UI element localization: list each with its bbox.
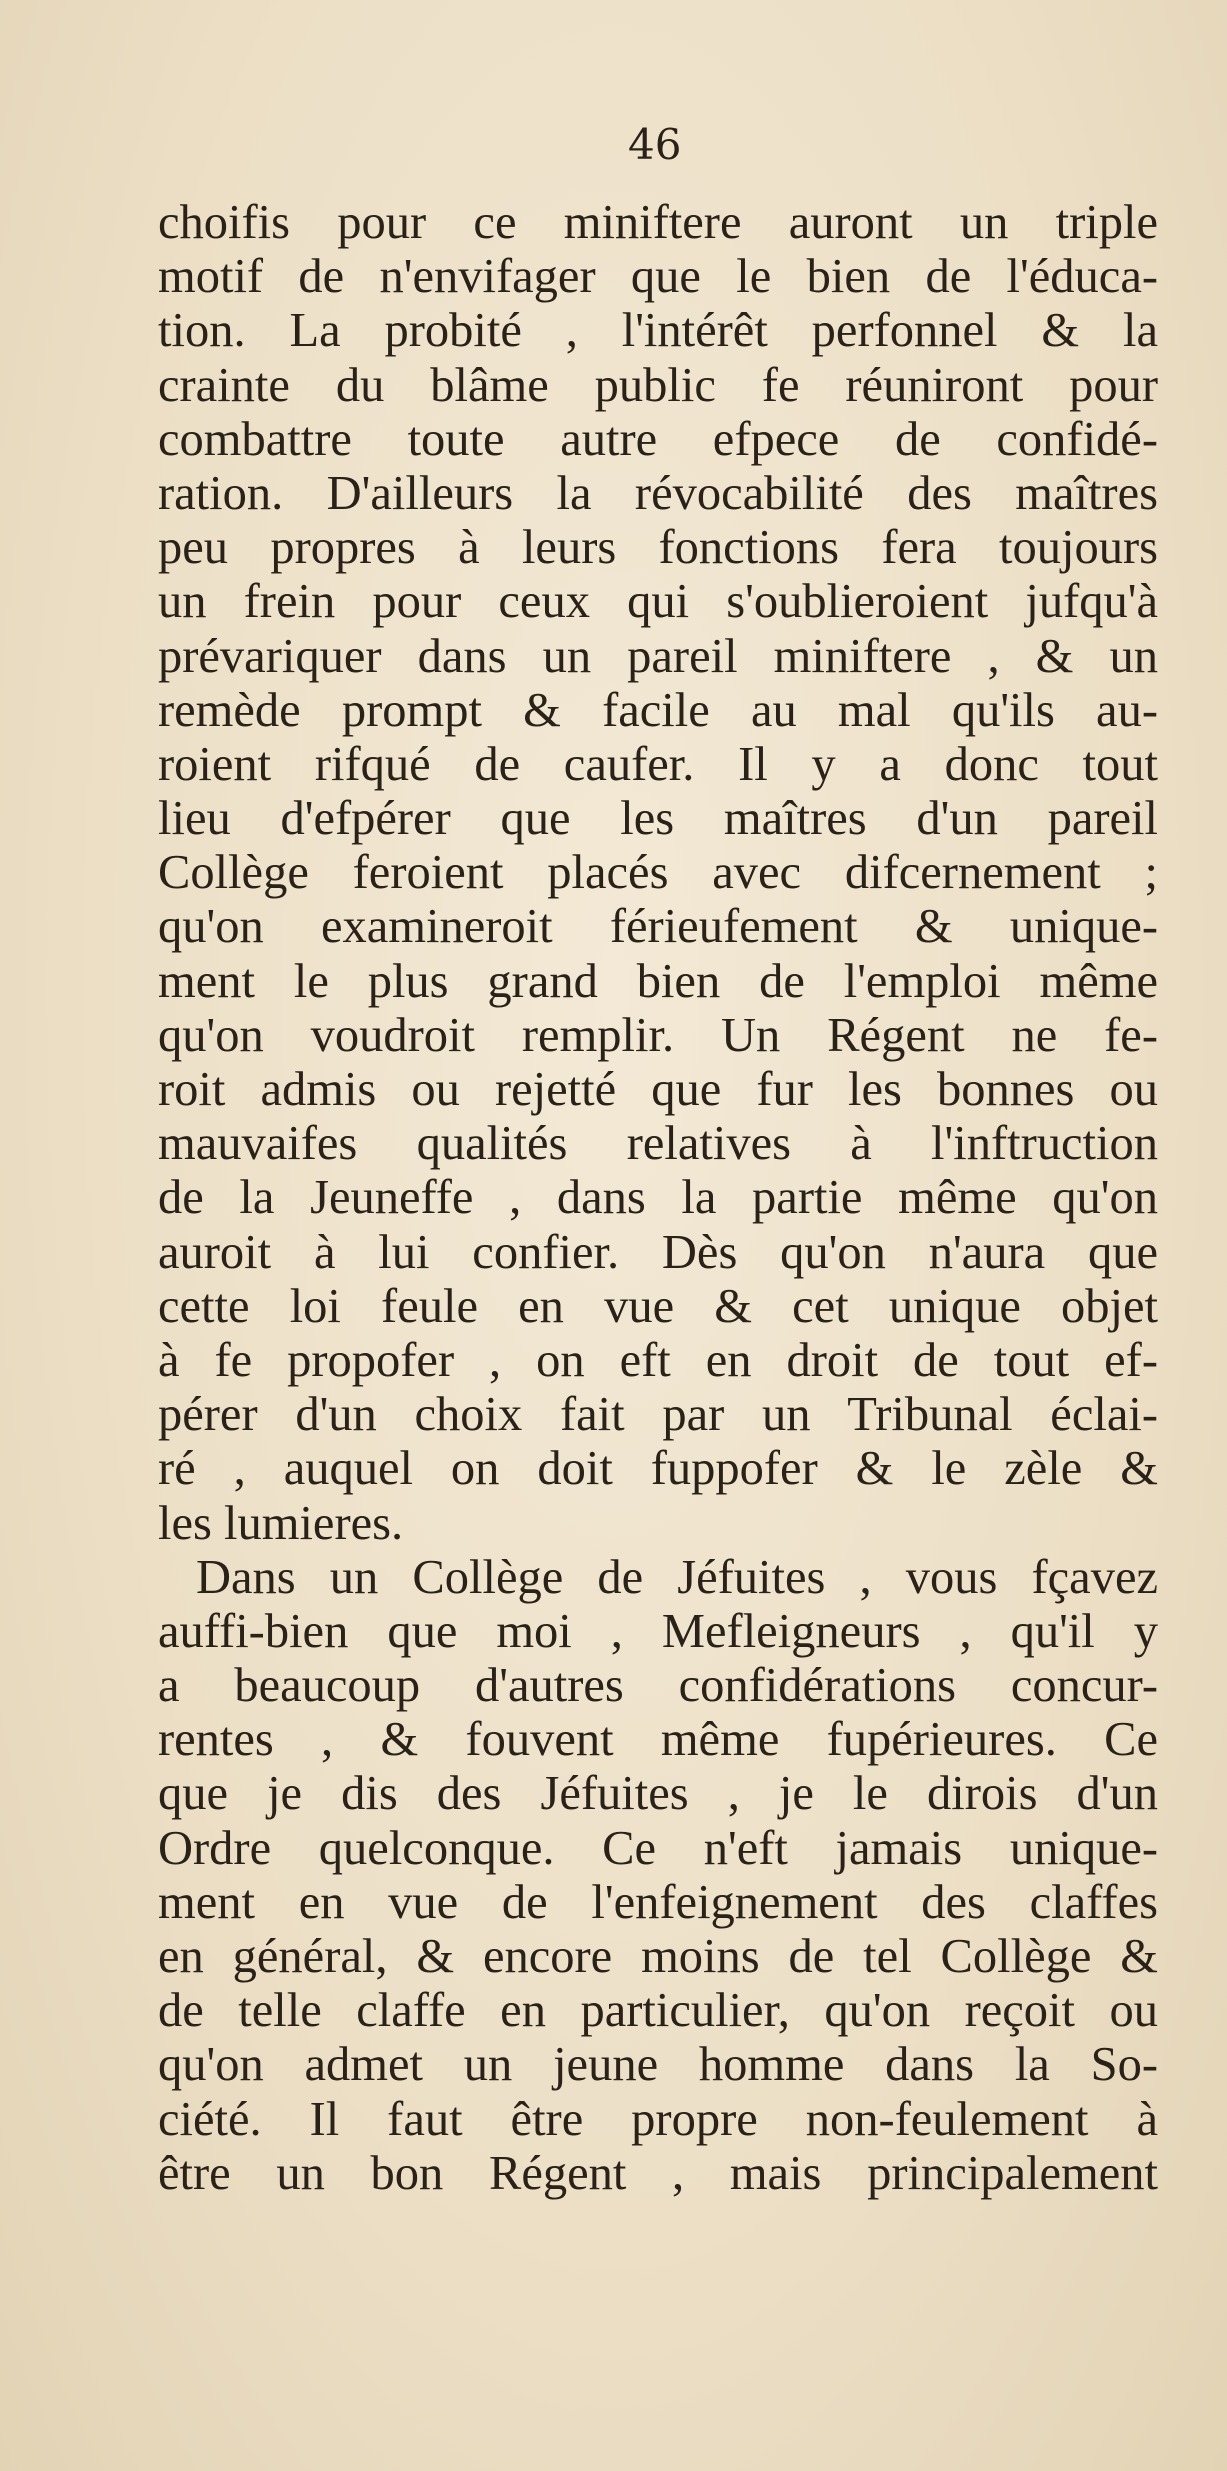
text-line: de telle claffe en particulier, qu'on reçoit ou <box>158 1984 1158 2038</box>
body-text <box>158 196 1158 2201</box>
text-line: combattre toute autre efpece de confidé- <box>158 412 1158 466</box>
text-line: en général, & encore moins de tel Collège & <box>158 1930 1158 1983</box>
text-line: Ordre quelconque. Ce n'eft jamais unique- <box>158 1821 1158 1875</box>
text-line: a beaucoup d'autres confidérations concur- <box>158 1659 1158 1713</box>
text-line: crainte du blâme public fe réuniront pour <box>158 358 1158 412</box>
text-line: Dans un Collège de Jéfuites , vous fçavez <box>196 1550 1158 1604</box>
text-line: roit admis ou rejetté que fur les bonnes ou <box>158 1063 1158 1116</box>
text-line: Collège feroient placés avec difcernement ; <box>158 846 1158 900</box>
text-line: ciété. Il faut être propre non-feulement à <box>158 2092 1158 2146</box>
text-line: que je dis des Jéfuites , je le dirois d'un <box>158 1767 1158 1821</box>
text-line: choifis pour ce miniftere auront un triple <box>158 196 1158 249</box>
text-line: motif de n'envifager que le bien de l'éduca- <box>158 250 1158 304</box>
text-line: lieu d'efpérer que les maîtres d'un pareil <box>158 792 1158 846</box>
text-line: mauvaifes qualités relatives à l'inftruction <box>158 1117 1158 1171</box>
text-line: qu'on examineroit férieufement & unique- <box>158 900 1158 954</box>
text-line: ration. D'ailleurs la révocabilité des maîtres <box>158 466 1158 520</box>
text-line: roient rifqué de caufer. Il y a donc tout <box>158 737 1158 791</box>
text-line: rentes , & fouvent même fupérieures. Ce <box>158 1713 1158 1767</box>
text-line: remède prompt & facile au mal qu'ils au- <box>158 683 1158 737</box>
text-line: prévariquer dans un pareil miniftere , & un <box>158 629 1158 683</box>
text-line: de la Jeuneffe , dans la partie même qu'on <box>158 1171 1158 1225</box>
text-line: auroit à lui confier. Dès qu'on n'aura que <box>158 1225 1158 1279</box>
text-line: ment en vue de l'enfeignement des claffes <box>158 1875 1158 1929</box>
text-line: ment le plus grand bien de l'emploi même <box>158 954 1158 1008</box>
text-line: à fe propofer , on eft en droit de tout ef- <box>158 1333 1158 1387</box>
text-line: être un bon Régent , mais principalement <box>158 2146 1158 2200</box>
text-line: les lumieres. <box>158 1496 404 1550</box>
text-line: cette loi feule en vue & cet unique objet <box>158 1279 1158 1333</box>
text-line: un frein pour ceux qui s'oublieroient jufqu'à <box>158 575 1158 629</box>
text-line: tion. La probité , l'intérêt perfonnel & la <box>158 304 1158 358</box>
text-line: qu'on admet un jeune homme dans la So- <box>158 2038 1158 2092</box>
page-number: 46 <box>628 120 682 169</box>
text-line: auffi-bien que moi , Mefleigneurs , qu'il y <box>158 1604 1158 1658</box>
text-line: pérer d'un choix fait par un Tribunal éclai- <box>158 1388 1158 1442</box>
text-line: peu propres à leurs fonctions fera toujours <box>158 521 1158 575</box>
text-line: qu'on voudroit remplir. Un Régent ne fe- <box>158 1008 1158 1062</box>
text-line: ré , auquel on doit fuppofer & le zèle & <box>158 1442 1158 1496</box>
